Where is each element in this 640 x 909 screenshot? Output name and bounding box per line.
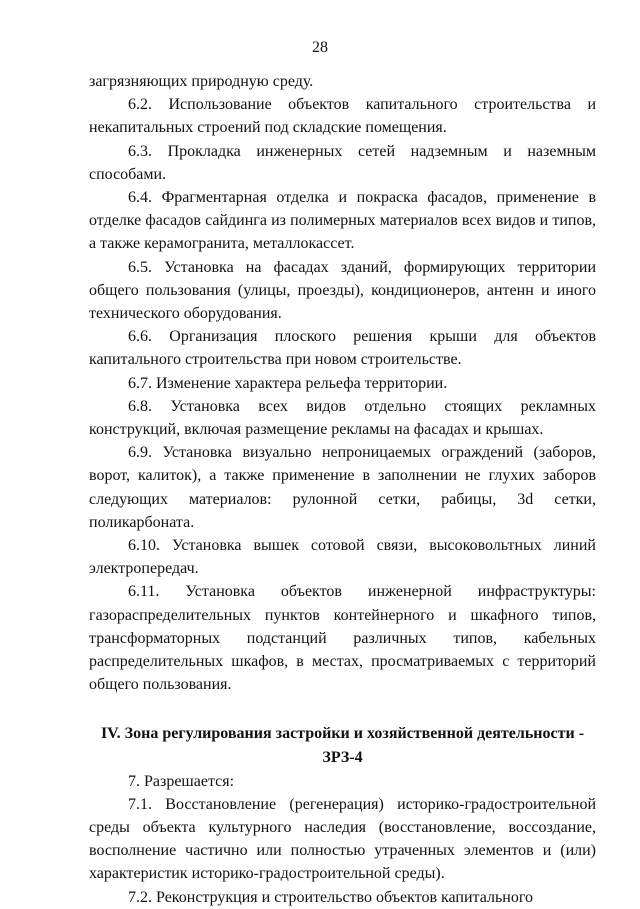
paragraph-6-6: 6.6. Организация плоского решения крыши для объектов капитального строительства при новом строительстве. [89,328,596,369]
section-heading-line1: IV. Зона регулирования застройки и хозяйственной деятельности - [100,725,585,743]
paragraph-7: 7. Разрешается: [128,772,235,790]
paragraph-6-5: 6.5. Установка на фасадах зданий, формирующих территории общего пользования (улицы, проезды), кондиционеров, антенн и иного технического оборудования. [89,258,596,323]
paragraph-6-7: 6.7. Изменение характера рельефа территории. [128,374,448,392]
paragraph-7-2: 7.2. Реконструкция и строительство объектов капитального [128,888,533,906]
paragraph-6-4: 6.4. Фрагментарная отделка и покраска фасадов, применение в отделке фасадов сайдинга из полимерных материалов всех видов и типов, а также керамогранита, металлокассет. [89,189,596,253]
paragraph-7-1: 7.1. Восстановление (регенерация) историко-градостроительной среды объекта культурного наследия (восстановление, воссоздание, восполнение частично или полностью утраченных элементов и (или) характеристик историко-градостроительной среды). [89,795,596,883]
section-heading [89,722,596,769]
paragraph-6-8: 6.8. Установка всех видов отдельно стоящих рекламных конструкций, включая размещение рекламы на фасадах и крышах. [89,397,596,439]
paragraph-continuation: загрязняющих природную среду. [89,73,314,90]
paragraph-6-11: 6.11. Установка объектов инженерной инфраструктуры: газораспределительных пунктов контейнерного и шкафного типов, трансформаторных подстанций различных типов, кабельных распределительных шкафов, в местах, просматриваемых с территорий общего пользования. [89,583,596,694]
section-heading-line2: ЗРЗ-4 [322,749,363,767]
paragraph-6-2: 6.2. Использование объектов капитального строительства и некапитальных строений под складские помещения. [89,96,596,137]
document-body [89,70,596,909]
paragraph-6-10: 6.10. Установка вышек сотовой связи, высоковольтных линий электропередач. [89,537,596,578]
paragraph-6-9: 6.9. Установка визуально непроницаемых ограждений (заборов, ворот, калиток), а также применение в заполнении не глухих заборов следующих материалов: рулонной сетки, рабицы, 3d сетки, поликарбоната. [89,444,596,531]
paragraph-6-3: 6.3. Прокладка инженерных сетей надземным и наземным способами. [89,142,596,183]
page-number: 28 [312,39,328,56]
